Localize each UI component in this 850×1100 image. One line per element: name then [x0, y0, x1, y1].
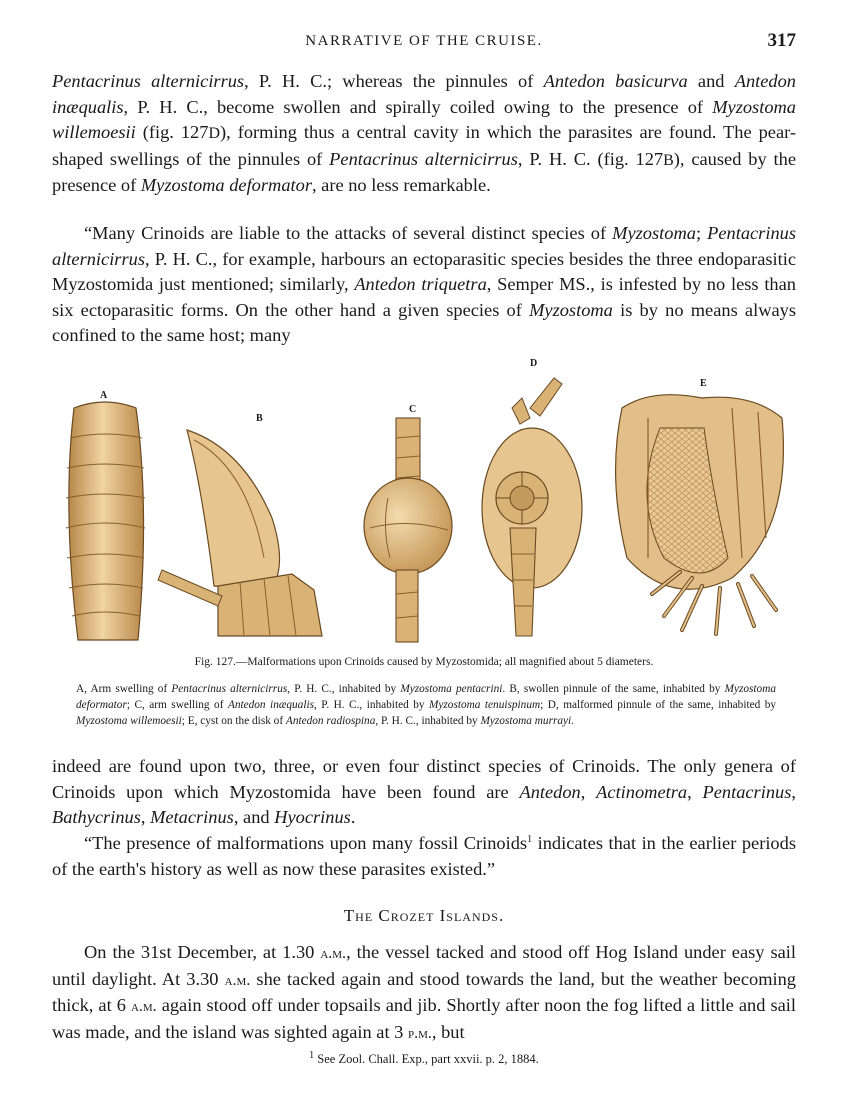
text-run: she tacked again and stood towards the land, but the weather becoming thick, at 6	[52, 968, 797, 1015]
text-run: ; E, cyst on the disk of	[181, 715, 286, 727]
taxon-name: Antedon triquetra	[354, 274, 487, 294]
text-run: “Many Crinoids are liable to the attacks of several distinct species of	[84, 223, 613, 243]
genus-name: Pentacrinus	[702, 781, 792, 802]
genus-name: Bathycrinus	[52, 807, 141, 827]
paragraph-4	[52, 831, 796, 882]
text-run: ), forming thus a central cavity in which the parasites are found. The pear-shaped swellings of the pinnules of	[52, 122, 796, 169]
text-run: A, Arm swelling of	[76, 683, 172, 695]
text-run: again stood off under topsails and jib. Shortly after noon the fog lifted a little and sail was made, and the island was sighted again at 3	[52, 995, 796, 1042]
text-run: , P. H. C., inhabited by	[375, 715, 481, 727]
text-run: , Semper MS., is infested by no less than six ectoparasitic forms. On the other hand a given species of	[52, 274, 796, 320]
text-run: , P. H. C.; whereas the pinnules of	[244, 71, 544, 91]
text-run: ,	[580, 781, 597, 802]
taxon-name: Pentacrinus alternicirrus	[52, 223, 796, 269]
specimen-a-arm-swelling	[66, 402, 145, 640]
text-run: ;	[695, 223, 708, 243]
genus-name: Antedon	[519, 781, 581, 802]
genus-name: Actinometra	[596, 781, 688, 802]
text-run: and	[687, 71, 735, 91]
figure-127-drawings	[52, 358, 796, 648]
specimen-c-arm-swelling	[364, 418, 452, 642]
footnote-mark: 1	[309, 1049, 315, 1061]
figure-ref-letter: B	[663, 151, 674, 169]
text-run: ,	[791, 781, 796, 802]
text-run: . B, swollen pinnule of the same, inhabited by	[502, 683, 725, 695]
text-run: , are no less remarkable.	[311, 175, 491, 195]
text-run: , but	[431, 1021, 465, 1042]
time-abbrev: p.m.	[407, 1024, 432, 1042]
taxon-name: Antedon inæqualis	[227, 699, 314, 711]
text-run: , P. H. C., for example, harbours an ectoparasitic species besides the three endoparasitic Myzostomida just mentioned; similarly,	[52, 248, 796, 294]
specimen-e-disk-cyst	[616, 395, 784, 634]
section-heading-text: The Crozet Islands.	[343, 906, 505, 925]
text-run: (fig. 127	[135, 122, 209, 142]
figure-label-c: C	[409, 404, 417, 415]
taxon-name: Antedon radiospina	[285, 715, 376, 727]
taxon-name: Myzostoma pentacrini	[400, 683, 503, 695]
specimen-b-swollen-pinnule	[158, 430, 322, 636]
genus-name: Hyocrinus	[274, 807, 351, 827]
section-heading	[52, 906, 796, 926]
taxon-name: Pentacrinus alternicirrus	[171, 683, 288, 695]
paragraph-3	[52, 754, 796, 831]
figure-label-a: A	[100, 390, 108, 401]
text-run: , the vessel tacked and stood off Hog Island under easy sail until daylight. At 3.30	[52, 942, 797, 989]
text-run: , P. H. C., inhabited by	[314, 699, 429, 711]
taxon-name: Myzostoma	[529, 299, 613, 320]
text-run: ; D, malformed pinnule of the same, inhabited by	[540, 699, 777, 711]
text-run: indicates that in the earlier periods of the earth's history as well as now these parasites existed.”	[52, 833, 796, 879]
footnote-text: See Zool. Chall. Exp., part xxvii. p. 2, 1884.	[314, 1052, 539, 1066]
figure-label-e: E	[700, 378, 707, 389]
taxon-name: Myzostoma tenuispinum	[428, 699, 541, 711]
figure-label-b: B	[256, 413, 263, 424]
specimen-d-malformed-pinnule	[482, 378, 582, 636]
text-run: indeed are found upon two, three, or even four distinct species of Crinoids. The only genera of Crinoids upon which Myzostomida have been found are	[52, 756, 796, 802]
text-run: “The presence of malformations upon many fossil Crinoids	[84, 833, 528, 853]
taxon-name: Myzostoma murrayi	[480, 715, 572, 727]
taxon-name: Myzostoma deformator	[76, 683, 777, 711]
text-run: ; C, arm swelling of	[126, 699, 228, 711]
paragraph-2	[52, 221, 796, 349]
taxon-name: Myzostoma willemoesii	[52, 96, 796, 142]
genus-name: Metacrinus	[150, 807, 234, 827]
figure-127	[52, 358, 796, 648]
text-run: On the 31st December, at 1.30	[84, 942, 321, 962]
page-header	[52, 30, 796, 54]
taxon-name: Antedon basicurva	[543, 71, 688, 91]
page-number: 317	[767, 30, 796, 51]
text-run: , P. H. C., become swollen and spirally coiled owing to the presence of	[123, 96, 713, 117]
text-run: ), caused by the presence of	[52, 148, 796, 195]
text-run: , P. H. C. (fig. 127	[517, 148, 664, 169]
text-run: , P. H. C., inhabited by	[287, 683, 401, 695]
figure-caption-title: Fig. 127.—Malformations upon Crinoids caused by Myzostomida; all magnified about 5 diameters.	[194, 656, 654, 668]
figure-caption	[76, 681, 776, 729]
paragraph-5	[52, 940, 796, 1046]
text-run: is by no means always confined to the same host; many	[52, 299, 797, 345]
running-title: NARRATIVE OF THE CRUISE.	[305, 33, 543, 49]
figure-ref-letter: D	[208, 125, 221, 142]
paragraph-1	[52, 69, 796, 199]
time-abbrev: a.m.	[224, 971, 251, 989]
figure-label-d: D	[530, 358, 538, 369]
footnote-marker: 1	[527, 833, 533, 845]
text-run: , and	[233, 807, 275, 827]
footnote	[52, 1049, 796, 1067]
taxon-name: Myzostoma	[612, 223, 696, 243]
taxon-name: Antedon inæqualis	[52, 71, 797, 117]
time-abbrev: a.m.	[320, 945, 347, 962]
taxon-name: Myzostoma willemoesii	[76, 715, 182, 727]
taxon-name: Pentacrinus alternicirrus	[329, 148, 518, 169]
time-abbrev: a.m.	[130, 998, 157, 1015]
text-run: .	[571, 715, 574, 727]
text-run: ,	[140, 807, 151, 827]
text-run: ,	[687, 781, 703, 802]
taxon-name: Pentacrinus alternicirrus	[52, 71, 245, 91]
taxon-name: Myzostoma deformator	[140, 175, 312, 195]
text-run: .	[350, 807, 356, 827]
